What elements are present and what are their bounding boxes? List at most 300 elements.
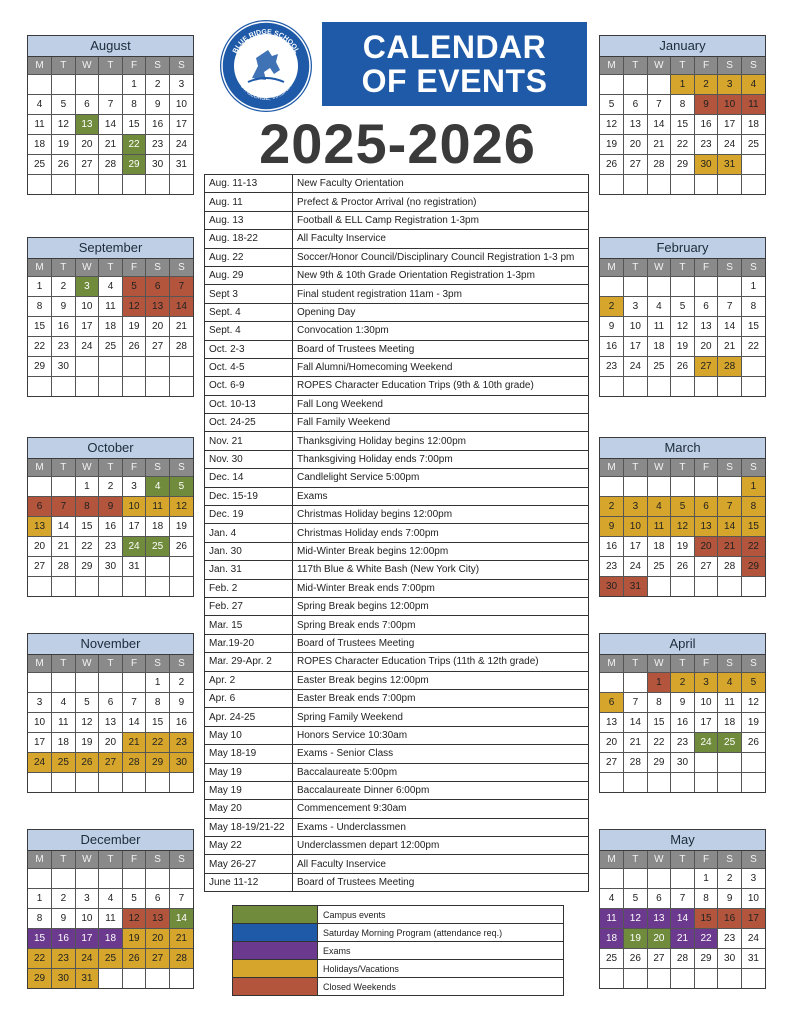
day-cell bbox=[99, 773, 123, 793]
day-cell: 24 bbox=[75, 949, 99, 969]
weekday-header: F bbox=[694, 851, 718, 869]
day-cell: 23 bbox=[169, 733, 193, 753]
day-cell: 27 bbox=[694, 557, 718, 577]
day-cell bbox=[122, 577, 146, 597]
day-cell: 26 bbox=[52, 155, 76, 175]
day-cell: 15 bbox=[75, 517, 99, 537]
event-description: All Faculty Inservice bbox=[293, 230, 589, 248]
day-cell: 27 bbox=[146, 337, 170, 357]
event-date: Feb. 27 bbox=[205, 597, 293, 615]
weekday-header: W bbox=[75, 459, 99, 477]
day-cell: 5 bbox=[52, 95, 76, 115]
day-cell: 9 bbox=[169, 693, 193, 713]
event-description: New 9th & 10th Grade Orientation Registration 1-3pm bbox=[293, 266, 589, 284]
day-cell: 20 bbox=[75, 135, 99, 155]
day-cell: 10 bbox=[741, 889, 765, 909]
day-cell bbox=[671, 377, 695, 397]
day-cell bbox=[169, 357, 193, 377]
day-cell: 16 bbox=[146, 115, 170, 135]
day-cell bbox=[718, 377, 742, 397]
event-row bbox=[205, 671, 589, 689]
day-cell: 21 bbox=[718, 337, 742, 357]
day-cell: 19 bbox=[741, 713, 765, 733]
event-row bbox=[205, 211, 589, 229]
weekday-header: T bbox=[671, 459, 695, 477]
day-cell bbox=[647, 773, 671, 793]
event-date: Nov. 30 bbox=[205, 450, 293, 468]
day-cell bbox=[647, 277, 671, 297]
day-cell: 29 bbox=[741, 557, 765, 577]
day-cell: 18 bbox=[99, 929, 123, 949]
day-cell: 6 bbox=[146, 277, 170, 297]
week-row bbox=[28, 297, 193, 317]
weekday-header: W bbox=[647, 259, 671, 277]
month-name: March bbox=[600, 438, 765, 459]
week-row bbox=[600, 577, 765, 597]
day-cell: 8 bbox=[75, 497, 99, 517]
day-cell: 20 bbox=[146, 929, 170, 949]
weekday-header: S bbox=[146, 259, 170, 277]
month-grid bbox=[28, 459, 193, 596]
day-cell: 27 bbox=[647, 949, 671, 969]
day-cell: 8 bbox=[694, 889, 718, 909]
day-cell: 15 bbox=[647, 713, 671, 733]
day-cell: 23 bbox=[718, 929, 742, 949]
event-description: Commencement 9:30am bbox=[293, 800, 589, 818]
day-cell: 20 bbox=[146, 317, 170, 337]
day-cell bbox=[146, 773, 170, 793]
event-row bbox=[205, 653, 589, 671]
event-date: May 19 bbox=[205, 781, 293, 799]
day-cell: 12 bbox=[600, 115, 624, 135]
event-date: Aug. 11-13 bbox=[205, 175, 293, 193]
weekday-header: T bbox=[99, 851, 123, 869]
day-cell: 16 bbox=[52, 929, 76, 949]
event-description: Mid-Winter Break begins 12:00pm bbox=[293, 542, 589, 560]
day-cell: 3 bbox=[718, 75, 742, 95]
day-cell: 10 bbox=[122, 497, 146, 517]
day-cell: 14 bbox=[671, 909, 695, 929]
day-cell: 29 bbox=[694, 949, 718, 969]
day-cell bbox=[671, 969, 695, 989]
day-cell: 12 bbox=[52, 115, 76, 135]
day-cell bbox=[647, 477, 671, 497]
day-cell: 18 bbox=[52, 733, 76, 753]
weekday-header: T bbox=[671, 851, 695, 869]
week-row bbox=[600, 175, 765, 195]
day-cell: 14 bbox=[169, 909, 193, 929]
day-cell bbox=[741, 175, 765, 195]
day-cell bbox=[28, 477, 52, 497]
week-row bbox=[600, 337, 765, 357]
day-cell bbox=[52, 773, 76, 793]
banner-line-2: OF EVENTS bbox=[361, 63, 548, 99]
day-cell bbox=[600, 773, 624, 793]
day-cell: 20 bbox=[99, 733, 123, 753]
day-cell: 22 bbox=[671, 135, 695, 155]
day-cell: 27 bbox=[75, 155, 99, 175]
day-cell: 23 bbox=[694, 135, 718, 155]
day-cell: 24 bbox=[624, 557, 648, 577]
weekday-header: F bbox=[694, 655, 718, 673]
event-date: Oct. 4-5 bbox=[205, 358, 293, 376]
day-cell: 28 bbox=[169, 949, 193, 969]
day-cell: 19 bbox=[75, 733, 99, 753]
day-cell: 10 bbox=[75, 297, 99, 317]
day-cell: 18 bbox=[718, 713, 742, 733]
day-cell: 21 bbox=[718, 537, 742, 557]
week-row bbox=[28, 497, 193, 517]
day-cell: 11 bbox=[741, 95, 765, 115]
day-cell: 16 bbox=[600, 337, 624, 357]
day-cell: 25 bbox=[741, 135, 765, 155]
day-cell: 18 bbox=[28, 135, 52, 155]
day-cell: 18 bbox=[647, 537, 671, 557]
day-cell: 30 bbox=[99, 557, 123, 577]
school-logo bbox=[220, 20, 312, 112]
event-description: Spring Family Weekend bbox=[293, 708, 589, 726]
day-cell: 19 bbox=[122, 929, 146, 949]
day-cell: 15 bbox=[28, 317, 52, 337]
day-cell: 1 bbox=[146, 673, 170, 693]
day-cell bbox=[169, 969, 193, 989]
event-description: New Faculty Orientation bbox=[293, 175, 589, 193]
event-description: Spring Break ends 7:00pm bbox=[293, 616, 589, 634]
week-row bbox=[28, 733, 193, 753]
day-cell: 13 bbox=[600, 713, 624, 733]
day-cell: 26 bbox=[671, 357, 695, 377]
day-cell: 20 bbox=[600, 733, 624, 753]
week-row bbox=[600, 317, 765, 337]
day-cell: 25 bbox=[647, 557, 671, 577]
event-description: Easter Break begins 12:00pm bbox=[293, 671, 589, 689]
week-row bbox=[600, 155, 765, 175]
event-description: Final student registration 11am - 3pm bbox=[293, 285, 589, 303]
weekday-header: T bbox=[671, 57, 695, 75]
svg-text:ST. GEORGE, VIRGINIA bbox=[239, 83, 294, 102]
day-cell: 31 bbox=[75, 969, 99, 989]
day-cell bbox=[647, 175, 671, 195]
day-cell: 6 bbox=[146, 889, 170, 909]
day-cell: 17 bbox=[624, 537, 648, 557]
event-row bbox=[205, 689, 589, 707]
event-date: Oct. 2-3 bbox=[205, 340, 293, 358]
day-cell: 5 bbox=[671, 297, 695, 317]
day-cell: 10 bbox=[75, 909, 99, 929]
day-cell bbox=[169, 557, 193, 577]
day-cell bbox=[624, 175, 648, 195]
day-cell bbox=[28, 377, 52, 397]
day-cell: 27 bbox=[624, 155, 648, 175]
event-date: May 20 bbox=[205, 800, 293, 818]
day-cell bbox=[718, 277, 742, 297]
weekday-header: F bbox=[694, 259, 718, 277]
weekday-header: S bbox=[169, 851, 193, 869]
week-row bbox=[600, 95, 765, 115]
day-cell: 11 bbox=[28, 115, 52, 135]
day-cell: 6 bbox=[75, 95, 99, 115]
legend-swatch bbox=[233, 924, 318, 942]
month-grid bbox=[600, 851, 765, 988]
event-row bbox=[205, 561, 589, 579]
day-cell: 28 bbox=[718, 557, 742, 577]
day-cell: 24 bbox=[741, 929, 765, 949]
day-cell bbox=[694, 753, 718, 773]
event-description: Exams bbox=[293, 487, 589, 505]
legend-swatch bbox=[233, 978, 318, 996]
week-row bbox=[28, 517, 193, 537]
legend-row bbox=[233, 942, 564, 960]
event-date: Oct. 24-25 bbox=[205, 414, 293, 432]
day-cell: 12 bbox=[122, 909, 146, 929]
weekday-header: F bbox=[122, 57, 146, 75]
day-cell: 21 bbox=[122, 733, 146, 753]
day-cell bbox=[741, 969, 765, 989]
weekday-header: T bbox=[52, 57, 76, 75]
day-cell: 13 bbox=[28, 517, 52, 537]
day-cell: 26 bbox=[122, 949, 146, 969]
weekday-header: S bbox=[169, 57, 193, 75]
weekday-header: M bbox=[28, 57, 52, 75]
day-cell bbox=[122, 673, 146, 693]
weekday-header: S bbox=[718, 259, 742, 277]
day-cell: 2 bbox=[99, 477, 123, 497]
day-cell: 26 bbox=[169, 537, 193, 557]
day-cell: 13 bbox=[99, 713, 123, 733]
day-cell: 24 bbox=[28, 753, 52, 773]
day-cell: 3 bbox=[624, 297, 648, 317]
day-cell bbox=[75, 673, 99, 693]
day-cell: 31 bbox=[169, 155, 193, 175]
day-cell: 27 bbox=[146, 949, 170, 969]
event-description: Board of Trustees Meeting bbox=[293, 340, 589, 358]
day-cell: 26 bbox=[600, 155, 624, 175]
week-row bbox=[28, 135, 193, 155]
weekday-header: T bbox=[52, 259, 76, 277]
day-cell: 25 bbox=[600, 949, 624, 969]
day-cell: 31 bbox=[741, 949, 765, 969]
event-row bbox=[205, 285, 589, 303]
event-date: Jan. 4 bbox=[205, 524, 293, 542]
day-cell bbox=[600, 869, 624, 889]
day-cell bbox=[671, 773, 695, 793]
day-cell: 4 bbox=[28, 95, 52, 115]
week-row bbox=[28, 969, 193, 989]
calendar-september bbox=[27, 237, 194, 397]
day-cell: 22 bbox=[741, 537, 765, 557]
weekday-header: F bbox=[122, 259, 146, 277]
day-cell: 3 bbox=[624, 497, 648, 517]
day-cell bbox=[718, 969, 742, 989]
weekday-header: S bbox=[146, 655, 170, 673]
day-cell: 21 bbox=[99, 135, 123, 155]
day-cell bbox=[600, 75, 624, 95]
event-row bbox=[205, 469, 589, 487]
day-cell: 11 bbox=[52, 713, 76, 733]
day-cell: 29 bbox=[671, 155, 695, 175]
day-cell bbox=[75, 869, 99, 889]
event-description: Board of Trustees Meeting bbox=[293, 634, 589, 652]
day-cell: 16 bbox=[600, 537, 624, 557]
day-cell bbox=[600, 377, 624, 397]
event-description: Fall Long Weekend bbox=[293, 395, 589, 413]
logo-bottom-text: ST. GEORGE, VIRGINIA bbox=[238, 83, 294, 103]
day-cell: 19 bbox=[671, 537, 695, 557]
day-cell: 1 bbox=[694, 869, 718, 889]
day-cell: 20 bbox=[694, 337, 718, 357]
event-date: May 26-27 bbox=[205, 855, 293, 873]
day-cell: 8 bbox=[671, 95, 695, 115]
day-cell: 16 bbox=[52, 317, 76, 337]
day-cell: 23 bbox=[671, 733, 695, 753]
day-cell bbox=[52, 377, 76, 397]
event-description: Convocation 1:30pm bbox=[293, 322, 589, 340]
day-cell: 24 bbox=[75, 337, 99, 357]
day-cell: 7 bbox=[169, 277, 193, 297]
day-cell: 1 bbox=[122, 75, 146, 95]
day-cell: 10 bbox=[624, 517, 648, 537]
day-cell: 25 bbox=[718, 733, 742, 753]
event-date: Mar.19-20 bbox=[205, 634, 293, 652]
day-cell: 17 bbox=[741, 909, 765, 929]
day-cell: 7 bbox=[671, 889, 695, 909]
week-row bbox=[600, 693, 765, 713]
day-cell bbox=[694, 277, 718, 297]
weekday-header: T bbox=[624, 259, 648, 277]
day-cell bbox=[75, 377, 99, 397]
event-row bbox=[205, 322, 589, 340]
day-cell: 21 bbox=[169, 317, 193, 337]
month-grid bbox=[600, 459, 765, 596]
week-row bbox=[600, 713, 765, 733]
event-description: Fall Alumni/Homecoming Weekend bbox=[293, 358, 589, 376]
day-cell bbox=[99, 377, 123, 397]
day-cell: 20 bbox=[647, 929, 671, 949]
day-cell: 1 bbox=[28, 889, 52, 909]
week-row bbox=[28, 693, 193, 713]
day-cell: 8 bbox=[122, 95, 146, 115]
weekday-header: M bbox=[600, 655, 624, 673]
event-description: Exams - Underclassmen bbox=[293, 818, 589, 836]
day-cell bbox=[99, 75, 123, 95]
weekday-header: F bbox=[694, 459, 718, 477]
event-description: Thanksgiving Holiday begins 12:00pm bbox=[293, 432, 589, 450]
day-cell bbox=[122, 869, 146, 889]
month-name: February bbox=[600, 238, 765, 259]
day-cell bbox=[741, 357, 765, 377]
day-cell: 7 bbox=[52, 497, 76, 517]
week-row bbox=[600, 969, 765, 989]
day-cell: 19 bbox=[600, 135, 624, 155]
day-cell bbox=[52, 869, 76, 889]
day-cell: 22 bbox=[75, 537, 99, 557]
week-row bbox=[600, 673, 765, 693]
event-date: Sept 3 bbox=[205, 285, 293, 303]
event-date: May 22 bbox=[205, 837, 293, 855]
day-cell: 3 bbox=[75, 277, 99, 297]
day-cell: 1 bbox=[28, 277, 52, 297]
day-cell: 2 bbox=[671, 673, 695, 693]
week-row bbox=[28, 773, 193, 793]
week-row bbox=[28, 713, 193, 733]
day-cell: 15 bbox=[122, 115, 146, 135]
day-cell bbox=[718, 577, 742, 597]
week-row bbox=[600, 773, 765, 793]
day-cell: 13 bbox=[694, 317, 718, 337]
weekday-header: F bbox=[122, 851, 146, 869]
event-row bbox=[205, 358, 589, 376]
day-cell bbox=[52, 577, 76, 597]
day-cell bbox=[146, 377, 170, 397]
day-cell bbox=[624, 673, 648, 693]
day-cell bbox=[718, 753, 742, 773]
day-cell bbox=[122, 377, 146, 397]
day-cell: 23 bbox=[600, 557, 624, 577]
weekday-header: M bbox=[28, 851, 52, 869]
day-cell: 5 bbox=[122, 277, 146, 297]
day-cell: 18 bbox=[647, 337, 671, 357]
day-cell: 5 bbox=[741, 673, 765, 693]
day-cell: 17 bbox=[694, 713, 718, 733]
event-row bbox=[205, 395, 589, 413]
day-cell: 20 bbox=[28, 537, 52, 557]
event-date: Jan. 30 bbox=[205, 542, 293, 560]
event-row bbox=[205, 763, 589, 781]
event-description: Soccer/Honor Council/Disciplinary Council Registration 1-3 pm bbox=[293, 248, 589, 266]
day-cell bbox=[600, 969, 624, 989]
weekday-header: S bbox=[718, 57, 742, 75]
day-cell: 5 bbox=[122, 889, 146, 909]
legend-swatch bbox=[233, 906, 318, 924]
legend-swatch bbox=[233, 960, 318, 978]
day-cell: 26 bbox=[75, 753, 99, 773]
calendar-march bbox=[599, 437, 766, 597]
day-cell bbox=[624, 377, 648, 397]
event-description: Thanksgiving Holiday ends 7:00pm bbox=[293, 450, 589, 468]
day-cell: 1 bbox=[647, 673, 671, 693]
day-cell: 6 bbox=[600, 693, 624, 713]
day-cell bbox=[52, 175, 76, 195]
legend-table bbox=[232, 905, 564, 996]
day-cell: 6 bbox=[694, 497, 718, 517]
week-row bbox=[600, 557, 765, 577]
day-cell bbox=[647, 75, 671, 95]
event-row bbox=[205, 818, 589, 836]
day-cell: 9 bbox=[600, 317, 624, 337]
week-row bbox=[600, 377, 765, 397]
weekday-header: T bbox=[99, 57, 123, 75]
day-cell: 21 bbox=[169, 929, 193, 949]
event-row bbox=[205, 634, 589, 652]
weekday-header: W bbox=[647, 459, 671, 477]
day-cell: 24 bbox=[718, 135, 742, 155]
day-cell: 7 bbox=[718, 497, 742, 517]
day-cell bbox=[28, 773, 52, 793]
day-cell: 12 bbox=[671, 317, 695, 337]
day-cell bbox=[28, 175, 52, 195]
event-row bbox=[205, 524, 589, 542]
day-cell: 12 bbox=[75, 713, 99, 733]
day-cell: 19 bbox=[671, 337, 695, 357]
day-cell bbox=[169, 773, 193, 793]
day-cell: 25 bbox=[146, 537, 170, 557]
week-row bbox=[28, 115, 193, 135]
day-cell: 5 bbox=[169, 477, 193, 497]
day-cell: 14 bbox=[647, 115, 671, 135]
event-row bbox=[205, 855, 589, 873]
day-cell: 17 bbox=[122, 517, 146, 537]
weekday-header: F bbox=[122, 655, 146, 673]
